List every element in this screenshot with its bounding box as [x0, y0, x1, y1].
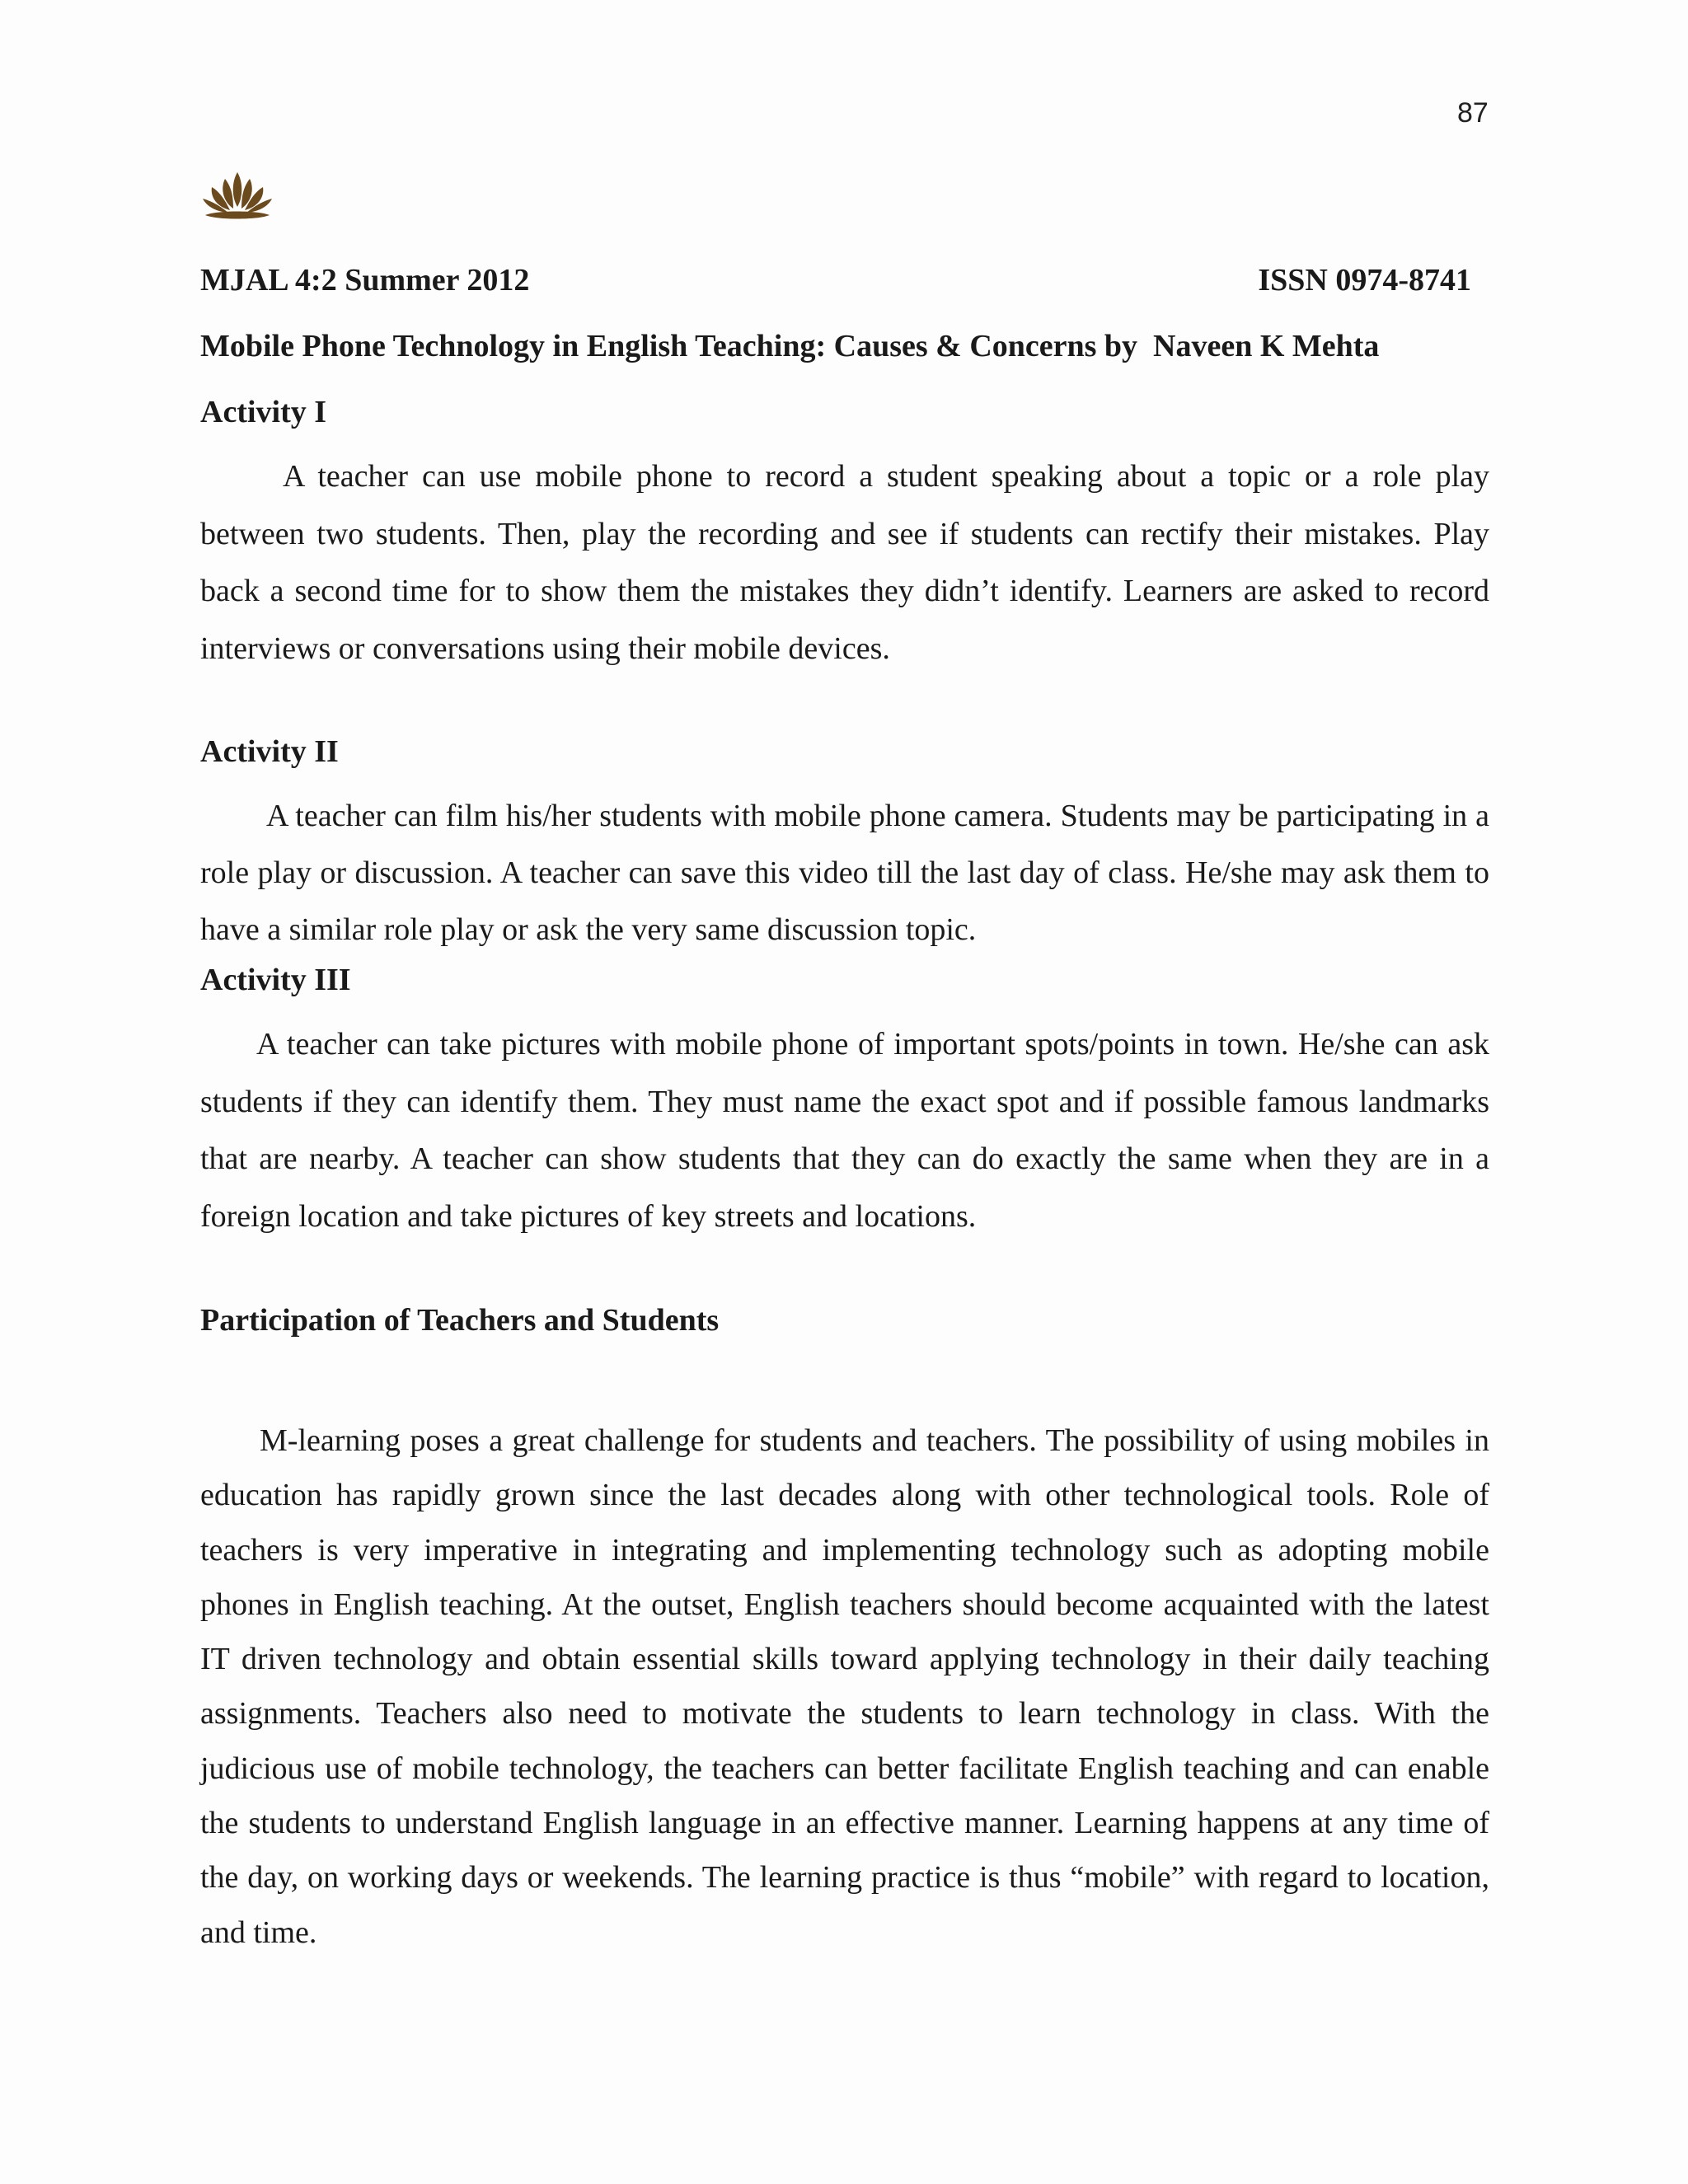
section-paragraph-participation: M-learning poses a great challenge for students and teachers. The possibility of using mobiles in education has rapidly grown since the last decades along with other technological tools. Role of teachers is very imperative in integrating and implementing technology such as adopting mobile phones in English teaching. At the outset, English teachers should become acquainted with the latest IT driven technology and obtain essential skills toward applying technology in their daily teaching assignments. Teachers also need to motivate the students to learn technology in class. With the judicious use of mobile technology, the teachers can better facilitate English teaching and can enable the students to understand English language in an effective manner. Learning happens at any time of the day, on working days or weekends. The learning practice is thus “mobile” with regard to location, and time.	[200, 1423, 1489, 1950]
section-heading-activity-2: Activity II	[200, 734, 339, 769]
section-paragraph-activity-2: A teacher can film his/her students with mobile phone camera. Students may be participating in a role play or discussion. A teacher can save this video till the last day of class. He/she may ask them to have a similar role play or ask the very same discussion topic.	[200, 799, 1489, 947]
lotus-icon	[200, 169, 274, 225]
journal-issn: ISSN 0974-8741	[1258, 263, 1471, 298]
section-paragraph-activity-1: A teacher can use mobile phone to record a student speaking about a topic or a role play between two students. Then, play the recording and see if students can rectify their mistakes. Play back a second time for to show them the mistakes they didn’t identify. Learners are asked to record interviews or conversations using their mobile devices.	[200, 459, 1489, 666]
section-heading-participation: Participation of Teachers and Students	[200, 1303, 720, 1338]
section-heading-activity-3: Activity III	[200, 963, 351, 997]
page-number: 87	[1457, 97, 1489, 129]
article-title: Mobile Phone Technology in English Teaching: Causes & Concerns by Naveen K Mehta	[200, 329, 1380, 363]
section-heading-activity-1: Activity I	[200, 395, 327, 429]
journal-issue: MJAL 4:2 Summer 2012	[200, 263, 530, 298]
section-paragraph-activity-3: A teacher can take pictures with mobile phone of important spots/points in town. He/she can ask students if they can identify them. They must name the exact spot and if possible famous landmarks that are nearby. A teacher can show students that they can do exactly the same when they are in a foreign location and take pictures of key streets and locations.	[200, 1027, 1489, 1234]
journal-header	[200, 262, 1471, 298]
